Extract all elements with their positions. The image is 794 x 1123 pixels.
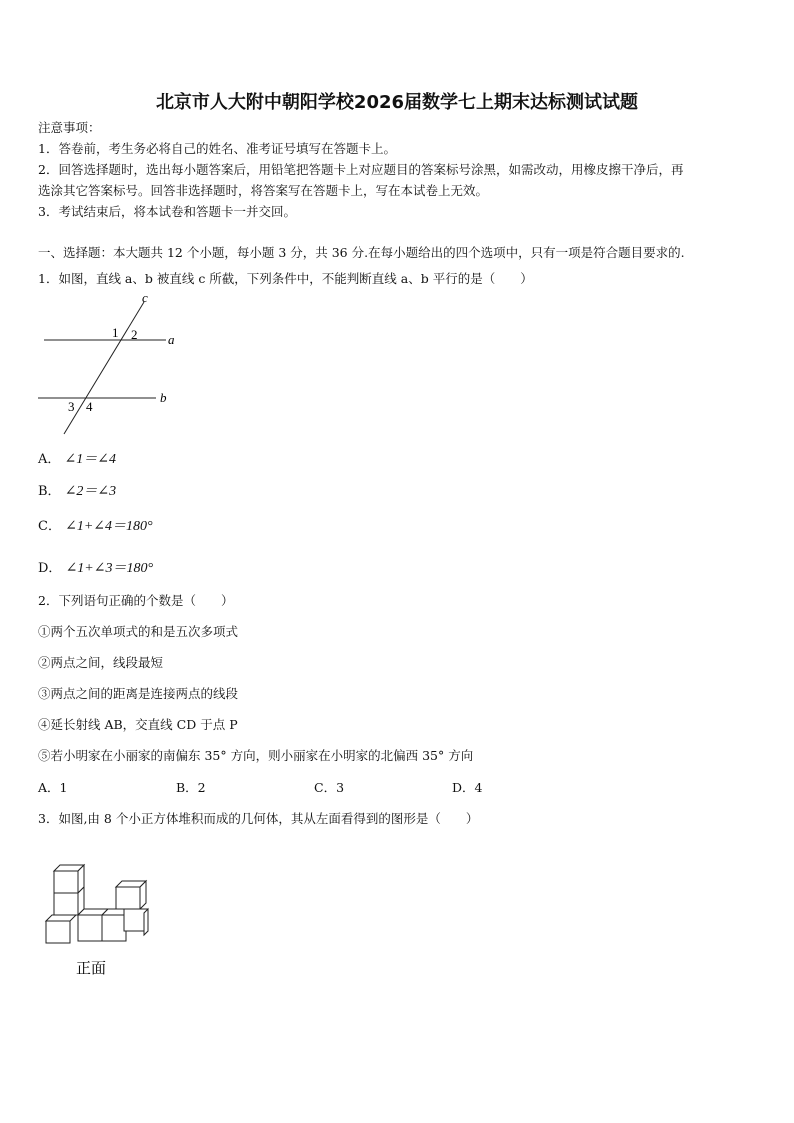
- q2-option-c[interactable]: C．3: [314, 780, 345, 795]
- label-b: b: [160, 390, 167, 405]
- angle-label-1: 1: [112, 325, 119, 340]
- q2-option-d[interactable]: D．4: [452, 780, 483, 795]
- section-heading: 一、选择题：本大题共 12 个小题，每小题 3 分，共 36 分.在每小题给出的四个选项中，只有一项是符合题目要求的.: [38, 245, 685, 260]
- question-2-stem: 2．下列语句正确的个数是（ ）: [38, 593, 234, 608]
- option-text: ∠2＝∠3: [64, 484, 117, 499]
- statement-item: ④延长射线 AB，交直线 CD 于点 P: [38, 717, 238, 732]
- q2-option-a[interactable]: A．1: [38, 780, 68, 795]
- notice-heading: 注意事项：: [38, 120, 101, 135]
- statement-item: ⑤若小明家在小丽家的南偏东 35° 方向，则小丽家在小明家的北偏西 35° 方向: [38, 748, 474, 763]
- notice-item: 3．考试结束后，将本试卷和答题卡一并交回。: [38, 204, 296, 219]
- angle-label-4: 4: [86, 399, 93, 414]
- option-text: ∠1+∠3＝180°: [65, 561, 154, 576]
- notice-item: 2．回答选择题时，选出每小题答案后，用铅笔把答题卡上对应题目的答案标号涂黑，如需改动，用橡皮擦干净后，再: [38, 162, 684, 177]
- notice-item: 1．答卷前，考生务必将自己的姓名、准考证号填写在答题卡上。: [38, 141, 396, 156]
- front-view-caption: 正面: [76, 961, 107, 977]
- notice-item: 选涂其它答案标号。回答非选择题时，将答案写在答题卡上，写在本试卷上无效。: [38, 183, 489, 198]
- q1-option-c[interactable]: [38, 515, 153, 535]
- statement-item: ①两个五次单项式的和是五次多项式: [38, 624, 239, 639]
- q1-option-a[interactable]: [38, 448, 116, 468]
- q1-option-d[interactable]: [38, 557, 153, 577]
- q1-option-b[interactable]: [38, 480, 116, 500]
- option-letter: B．: [38, 484, 61, 499]
- statement-item: ②两点之间，线段最短: [38, 655, 164, 670]
- label-a: a: [168, 332, 175, 347]
- label-c: c: [142, 290, 148, 305]
- option-text: ∠1+∠4＝180°: [65, 519, 153, 534]
- page-title: 北京市人大附中朝阳学校2026届数学七上期末达标测试试题: [155, 92, 639, 113]
- parallel-lines-figure: [30, 290, 190, 440]
- q2-option-b[interactable]: B．2: [176, 780, 206, 795]
- angle-label-2: 2: [131, 327, 138, 342]
- option-text: ∠1＝∠4: [64, 452, 116, 467]
- option-letter: A．: [38, 452, 61, 467]
- statement-item: ③两点之间的距离是连接两点的线段: [38, 686, 239, 701]
- option-letter: C．: [38, 519, 61, 534]
- question-3-stem: 3．如图,由 8 个小正方体堆积而成的几何体，其从左面看得到的图形是（ ）: [38, 811, 479, 826]
- question-1-stem: 1．如图，直线 a、b 被直线 c 所截，下列条件中，不能判断直线 a、b 平行的是（ ）: [38, 271, 533, 286]
- angle-label-3: 3: [68, 399, 75, 414]
- option-letter: D．: [38, 561, 62, 576]
- line-c: [64, 302, 144, 434]
- cube-stack-figure: [40, 855, 160, 985]
